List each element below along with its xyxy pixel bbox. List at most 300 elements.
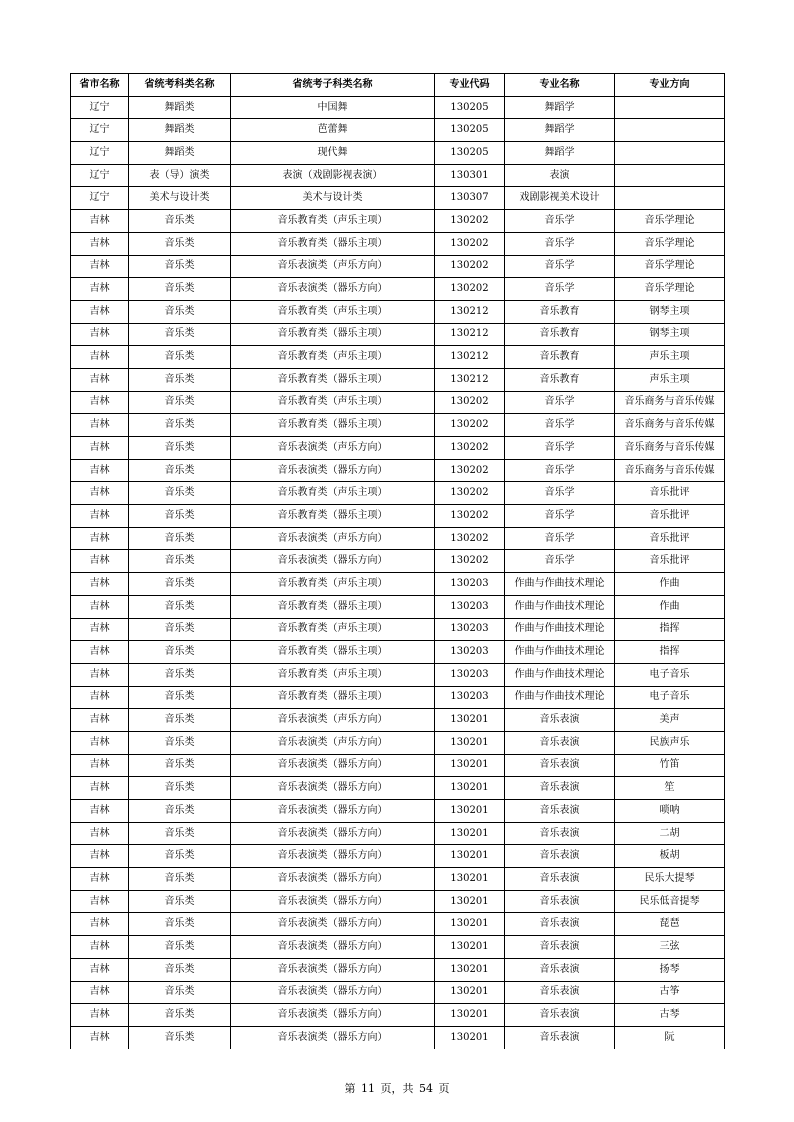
table-row [71,437,725,460]
cell-major-direction: 音乐批评 [615,482,725,505]
cell-exam-subcategory: 音乐表演类（器乐方向） [231,754,435,777]
table-row [71,1026,725,1048]
cell-major-direction: 美声 [615,709,725,732]
cell-major-direction: 指挥 [615,641,725,664]
cell-exam-category: 音乐类 [129,210,231,233]
table-row [71,391,725,414]
cell-major-code: 130202 [435,391,505,414]
cell-major-code: 130301 [435,164,505,187]
cell-major-code: 130202 [435,210,505,233]
cell-major-name: 音乐表演 [505,845,615,868]
cell-exam-subcategory: 音乐教育类（器乐主项） [231,686,435,709]
cell-exam-category: 音乐类 [129,255,231,278]
cell-major-direction: 唢呐 [615,800,725,823]
cell-province: 吉林 [71,437,129,460]
cell-major-code: 130203 [435,663,505,686]
cell-exam-category: 音乐类 [129,936,231,959]
cell-exam-category: 音乐类 [129,391,231,414]
cell-major-name: 作曲与作曲技术理论 [505,618,615,641]
cell-exam-subcategory: 音乐教育类（声乐主项） [231,482,435,505]
cell-major-code: 130203 [435,595,505,618]
cell-exam-category: 音乐类 [129,278,231,301]
cell-major-direction: 音乐商务与音乐传媒 [615,437,725,460]
cell-major-name: 音乐表演 [505,913,615,936]
table-row [71,255,725,278]
cell-exam-category: 音乐类 [129,414,231,437]
table-row [71,958,725,981]
table-row [71,981,725,1004]
cell-major-direction: 笙 [615,777,725,800]
table-row [71,868,725,891]
cell-major-name: 音乐学 [505,278,615,301]
cell-major-direction: 民乐大提琴 [615,868,725,891]
cell-province: 吉林 [71,709,129,732]
cell-province: 吉林 [71,641,129,664]
cell-major-name: 音乐表演 [505,1004,615,1027]
table-row [71,96,725,119]
table-row [71,164,725,187]
cell-major-direction: 阮 [615,1026,725,1048]
table-row [71,300,725,323]
cell-major-code: 130201 [435,754,505,777]
cell-exam-category: 音乐类 [129,527,231,550]
cell-major-direction: 钢琴主项 [615,323,725,346]
cell-major-code: 130201 [435,731,505,754]
table-row [71,573,725,596]
cell-province: 辽宁 [71,142,129,165]
cell-exam-category: 美术与设计类 [129,187,231,210]
cell-major-name: 音乐表演 [505,822,615,845]
cell-exam-category: 音乐类 [129,958,231,981]
cell-major-code: 130201 [435,1026,505,1048]
table-row [71,913,725,936]
table-row [71,142,725,165]
cell-major-code: 130201 [435,913,505,936]
cell-exam-subcategory: 音乐教育类（器乐主项） [231,595,435,618]
cell-exam-subcategory: 音乐表演类（器乐方向） [231,800,435,823]
cell-exam-subcategory: 音乐教育类（器乐主项） [231,641,435,664]
cell-province: 吉林 [71,391,129,414]
cell-exam-category: 音乐类 [129,731,231,754]
cell-major-name: 音乐教育 [505,368,615,391]
cell-major-name: 音乐表演 [505,731,615,754]
cell-province: 吉林 [71,868,129,891]
cell-province: 吉林 [71,300,129,323]
cell-major-name: 音乐学 [505,437,615,460]
cell-exam-subcategory: 芭蕾舞 [231,119,435,142]
cell-major-direction: 电子音乐 [615,686,725,709]
cell-exam-category: 音乐类 [129,1004,231,1027]
cell-exam-category: 音乐类 [129,368,231,391]
cell-province: 吉林 [71,346,129,369]
cell-major-direction: 扬琴 [615,958,725,981]
table-row [71,119,725,142]
cell-major-code: 130203 [435,573,505,596]
cell-exam-subcategory: 现代舞 [231,142,435,165]
cell-major-name: 音乐学 [505,414,615,437]
cell-major-code: 130202 [435,255,505,278]
cell-exam-category: 音乐类 [129,573,231,596]
cell-province: 吉林 [71,414,129,437]
cell-major-name: 音乐表演 [505,981,615,1004]
cell-exam-subcategory: 音乐表演类（声乐方向） [231,709,435,732]
cell-major-code: 130212 [435,323,505,346]
footer-prefix: 第 [344,1082,356,1095]
cell-exam-subcategory: 音乐表演类（声乐方向） [231,255,435,278]
cell-major-direction: 作曲 [615,573,725,596]
cell-exam-category: 音乐类 [129,686,231,709]
cell-exam-subcategory: 音乐表演类（器乐方向） [231,1026,435,1048]
table-row [71,505,725,528]
cell-province: 吉林 [71,845,129,868]
table-row [71,936,725,959]
cell-major-code: 130201 [435,936,505,959]
cell-province: 吉林 [71,686,129,709]
cell-major-code: 130202 [435,459,505,482]
cell-exam-subcategory: 音乐表演类（器乐方向） [231,1004,435,1027]
cell-major-code: 130202 [435,278,505,301]
cell-major-code: 130201 [435,777,505,800]
page-footer [0,1080,794,1096]
cell-exam-subcategory: 音乐表演类（器乐方向） [231,822,435,845]
cell-major-direction: 音乐批评 [615,550,725,573]
cell-exam-subcategory: 音乐表演类（器乐方向） [231,958,435,981]
header-province: 省市名称 [71,74,129,97]
cell-major-direction: 钢琴主项 [615,300,725,323]
cell-exam-subcategory: 音乐教育类（声乐主项） [231,663,435,686]
footer-total-pages: 54 [419,1082,433,1095]
cell-exam-subcategory: 音乐表演类（器乐方向） [231,981,435,1004]
cell-major-name: 舞蹈学 [505,142,615,165]
cell-major-name: 戏剧影视美术设计 [505,187,615,210]
cell-province: 吉林 [71,958,129,981]
table-row [71,210,725,233]
cell-major-direction: 作曲 [615,595,725,618]
cell-exam-subcategory: 音乐教育类（声乐主项） [231,300,435,323]
cell-exam-category: 音乐类 [129,482,231,505]
table-row [71,232,725,255]
cell-province: 辽宁 [71,164,129,187]
cell-province: 吉林 [71,777,129,800]
cell-major-name: 音乐学 [505,459,615,482]
cell-major-direction: 古筝 [615,981,725,1004]
table-row [71,890,725,913]
cell-exam-subcategory: 表演（戏剧影视表演） [231,164,435,187]
cell-major-code: 130307 [435,187,505,210]
cell-major-name: 表演 [505,164,615,187]
cell-major-code: 130202 [435,232,505,255]
cell-major-direction: 指挥 [615,618,725,641]
cell-major-code: 130201 [435,1004,505,1027]
cell-major-name: 音乐表演 [505,958,615,981]
table-row [71,686,725,709]
cell-major-direction: 音乐学理论 [615,232,725,255]
cell-exam-subcategory: 音乐教育类（器乐主项） [231,368,435,391]
cell-major-direction: 音乐学理论 [615,255,725,278]
table-row [71,187,725,210]
cell-province: 吉林 [71,527,129,550]
cell-major-direction [615,142,725,165]
cell-exam-category: 音乐类 [129,913,231,936]
cell-exam-subcategory: 音乐表演类（器乐方向） [231,913,435,936]
cell-exam-category: 舞蹈类 [129,119,231,142]
cell-province: 吉林 [71,822,129,845]
cell-major-code: 130201 [435,868,505,891]
cell-major-direction: 板胡 [615,845,725,868]
cell-major-name: 作曲与作曲技术理论 [505,686,615,709]
cell-exam-subcategory: 美术与设计类 [231,187,435,210]
cell-province: 吉林 [71,890,129,913]
header-exam-category: 省统考科类名称 [129,74,231,97]
cell-exam-subcategory: 音乐表演类（声乐方向） [231,527,435,550]
table-row [71,731,725,754]
cell-major-direction: 音乐批评 [615,505,725,528]
cell-exam-category: 音乐类 [129,346,231,369]
cell-exam-category: 音乐类 [129,709,231,732]
cell-major-direction: 音乐学理论 [615,210,725,233]
cell-province: 吉林 [71,981,129,1004]
cell-major-code: 130212 [435,300,505,323]
cell-major-direction [615,96,725,119]
cell-province: 吉林 [71,278,129,301]
cell-exam-subcategory: 音乐表演类（声乐方向） [231,731,435,754]
table-row [71,323,725,346]
table-row [71,459,725,482]
cell-major-code: 130202 [435,414,505,437]
cell-major-direction: 古琴 [615,1004,725,1027]
cell-exam-subcategory: 音乐教育类（声乐主项） [231,618,435,641]
cell-major-name: 音乐学 [505,255,615,278]
cell-major-code: 130202 [435,550,505,573]
cell-exam-category: 舞蹈类 [129,142,231,165]
cell-major-name: 音乐学 [505,391,615,414]
cell-major-code: 130203 [435,618,505,641]
cell-province: 吉林 [71,232,129,255]
cell-major-code: 130205 [435,119,505,142]
cell-province: 吉林 [71,459,129,482]
cell-exam-subcategory: 音乐教育类（声乐主项） [231,573,435,596]
cell-exam-subcategory: 音乐教育类（器乐主项） [231,414,435,437]
cell-province: 吉林 [71,368,129,391]
cell-exam-subcategory: 音乐表演类（声乐方向） [231,437,435,460]
cell-exam-category: 音乐类 [129,822,231,845]
cell-exam-category: 音乐类 [129,890,231,913]
cell-major-code: 130203 [435,686,505,709]
cell-major-direction: 声乐主项 [615,346,725,369]
footer-current-page: 11 [361,1082,375,1095]
cell-province: 吉林 [71,482,129,505]
cell-major-direction: 音乐商务与音乐传媒 [615,459,725,482]
cell-major-name: 作曲与作曲技术理论 [505,641,615,664]
cell-exam-category: 音乐类 [129,1026,231,1048]
cell-major-code: 130202 [435,505,505,528]
footer-middle: 页，共 [380,1082,414,1095]
cell-major-code: 130201 [435,981,505,1004]
cell-exam-category: 表（导）演类 [129,164,231,187]
cell-exam-subcategory: 音乐教育类（器乐主项） [231,323,435,346]
cell-province: 辽宁 [71,96,129,119]
cell-major-name: 音乐学 [505,232,615,255]
table-row [71,641,725,664]
cell-major-name: 作曲与作曲技术理论 [505,573,615,596]
cell-exam-category: 音乐类 [129,300,231,323]
cell-major-name: 音乐学 [505,482,615,505]
cell-major-name: 音乐学 [505,550,615,573]
table-row [71,278,725,301]
cell-major-code: 130201 [435,800,505,823]
table-row [71,845,725,868]
cell-exam-category: 音乐类 [129,459,231,482]
cell-major-direction: 二胡 [615,822,725,845]
cell-province: 吉林 [71,323,129,346]
table-row [71,663,725,686]
table-row [71,822,725,845]
cell-exam-subcategory: 中国舞 [231,96,435,119]
cell-major-name: 舞蹈学 [505,119,615,142]
cell-major-code: 130201 [435,890,505,913]
cell-major-name: 音乐表演 [505,1026,615,1048]
cell-exam-category: 音乐类 [129,595,231,618]
cell-exam-subcategory: 音乐教育类（声乐主项） [231,346,435,369]
cell-exam-category: 音乐类 [129,800,231,823]
cell-major-code: 130202 [435,527,505,550]
cell-exam-category: 音乐类 [129,868,231,891]
cell-major-name: 音乐表演 [505,868,615,891]
table-row [71,618,725,641]
cell-province: 吉林 [71,618,129,641]
cell-major-direction: 三弦 [615,936,725,959]
cell-province: 吉林 [71,754,129,777]
cell-major-name: 音乐学 [505,527,615,550]
cell-exam-category: 音乐类 [129,641,231,664]
cell-province: 吉林 [71,550,129,573]
cell-major-name: 音乐表演 [505,777,615,800]
cell-province: 吉林 [71,573,129,596]
table-row [71,346,725,369]
cell-province: 吉林 [71,595,129,618]
cell-major-direction [615,187,725,210]
cell-major-name: 音乐表演 [505,709,615,732]
cell-major-direction: 音乐商务与音乐传媒 [615,414,725,437]
cell-exam-category: 音乐类 [129,323,231,346]
cell-province: 吉林 [71,255,129,278]
cell-major-name: 音乐学 [505,505,615,528]
cell-province: 吉林 [71,1026,129,1048]
cell-exam-subcategory: 音乐表演类（器乐方向） [231,459,435,482]
cell-exam-category: 音乐类 [129,777,231,800]
table-row [71,482,725,505]
cell-exam-subcategory: 音乐教育类（器乐主项） [231,505,435,528]
cell-major-direction: 音乐商务与音乐传媒 [615,391,725,414]
table-row [71,754,725,777]
cell-major-direction: 民族声乐 [615,731,725,754]
cell-exam-category: 音乐类 [129,845,231,868]
cell-province: 吉林 [71,913,129,936]
cell-province: 吉林 [71,800,129,823]
cell-major-name: 舞蹈学 [505,96,615,119]
cell-exam-subcategory: 音乐表演类（器乐方向） [231,868,435,891]
cell-major-name: 音乐表演 [505,800,615,823]
header-major-name: 专业名称 [505,74,615,97]
cell-major-direction: 声乐主项 [615,368,725,391]
cell-major-code: 130212 [435,368,505,391]
cell-exam-category: 音乐类 [129,550,231,573]
table-row [71,1004,725,1027]
header-exam-subcategory: 省统考子科类名称 [231,74,435,97]
table-row [71,550,725,573]
table-row [71,709,725,732]
cell-major-name: 音乐表演 [505,890,615,913]
cell-major-code: 130201 [435,822,505,845]
cell-exam-subcategory: 音乐表演类（器乐方向） [231,936,435,959]
cell-major-direction: 竹笛 [615,754,725,777]
table-row [71,414,725,437]
cell-exam-subcategory: 音乐表演类（器乐方向） [231,278,435,301]
cell-province: 吉林 [71,731,129,754]
cell-major-name: 音乐表演 [505,754,615,777]
cell-exam-category: 音乐类 [129,618,231,641]
cell-major-direction: 音乐学理论 [615,278,725,301]
cell-major-direction [615,119,725,142]
cell-major-code: 130201 [435,709,505,732]
footer-suffix: 页 [438,1082,450,1095]
header-major-direction: 专业方向 [615,74,725,97]
cell-major-code: 130212 [435,346,505,369]
cell-exam-category: 音乐类 [129,981,231,1004]
table-row [71,527,725,550]
cell-exam-category: 音乐类 [129,754,231,777]
header-major-code: 专业代码 [435,74,505,97]
cell-major-code: 130202 [435,437,505,460]
cell-major-name: 音乐表演 [505,936,615,959]
cell-major-code: 130202 [435,482,505,505]
cell-exam-subcategory: 音乐表演类（器乐方向） [231,845,435,868]
cell-major-code: 130203 [435,641,505,664]
cell-province: 辽宁 [71,187,129,210]
table-row [71,368,725,391]
cell-major-code: 130201 [435,958,505,981]
cell-exam-category: 舞蹈类 [129,96,231,119]
cell-major-name: 作曲与作曲技术理论 [505,663,615,686]
cell-major-code: 130205 [435,96,505,119]
cell-major-name: 音乐教育 [505,346,615,369]
table-body [71,96,725,1048]
cell-major-name: 音乐教育 [505,323,615,346]
table-row [71,777,725,800]
cell-exam-subcategory: 音乐教育类（声乐主项） [231,210,435,233]
cell-major-direction: 电子音乐 [615,663,725,686]
cell-province: 吉林 [71,936,129,959]
cell-province: 吉林 [71,505,129,528]
cell-province: 吉林 [71,1004,129,1027]
cell-major-code: 130201 [435,845,505,868]
cell-province: 辽宁 [71,119,129,142]
cell-exam-subcategory: 音乐表演类（器乐方向） [231,777,435,800]
cell-major-code: 130205 [435,142,505,165]
cell-major-name: 作曲与作曲技术理论 [505,595,615,618]
cell-major-direction: 音乐批评 [615,527,725,550]
cell-major-direction [615,164,725,187]
cell-exam-subcategory: 音乐表演类（器乐方向） [231,890,435,913]
cell-major-direction: 琵琶 [615,913,725,936]
cell-major-name: 音乐教育 [505,300,615,323]
table-header-row [71,74,725,97]
cell-exam-category: 音乐类 [129,663,231,686]
cell-major-name: 音乐学 [505,210,615,233]
table-row [71,595,725,618]
cell-major-direction: 民乐低音提琴 [615,890,725,913]
cell-exam-category: 音乐类 [129,232,231,255]
